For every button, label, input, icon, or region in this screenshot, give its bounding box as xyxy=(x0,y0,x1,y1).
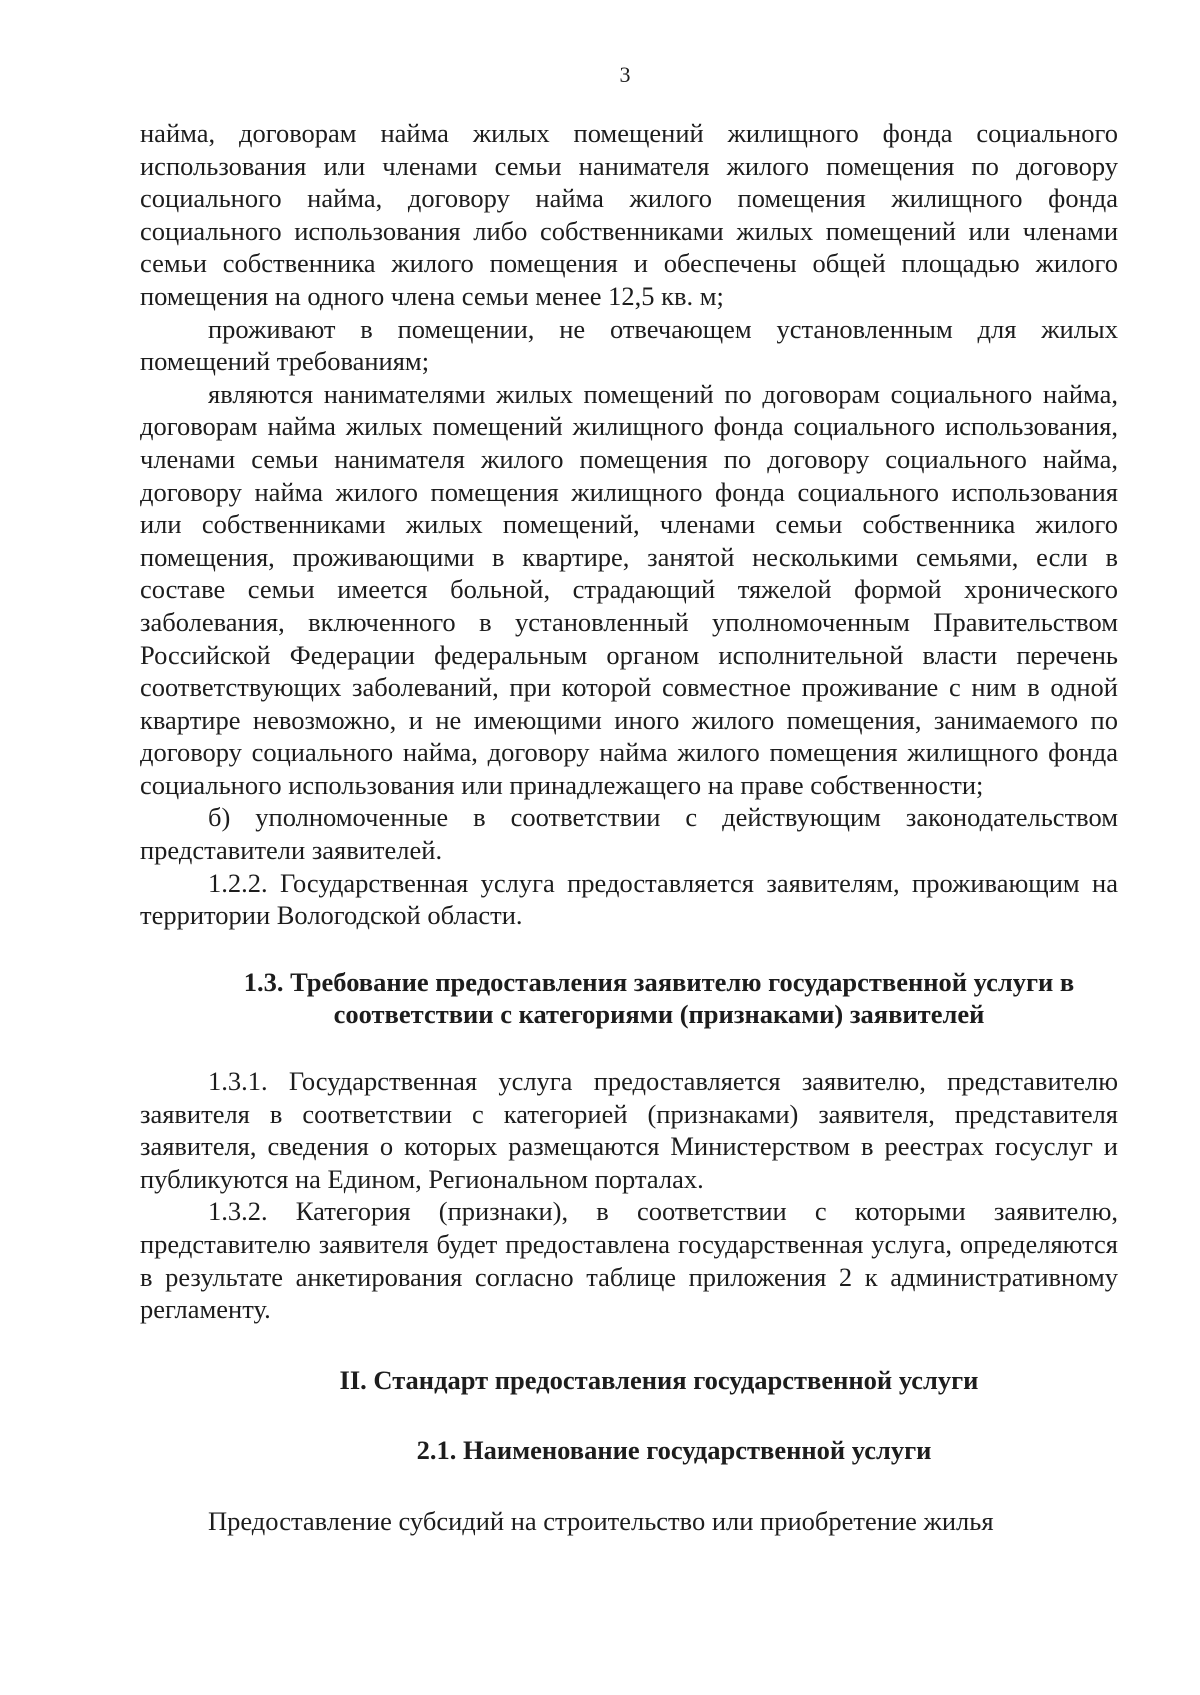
page-number: 3 xyxy=(619,62,631,87)
paragraph: б) уполномоченные в соответствии с действующим законодательством представители заявителей. xyxy=(140,802,1118,866)
spacer xyxy=(140,1467,1118,1505)
document-body xyxy=(140,117,1118,1538)
paragraph: являются нанимателями жилых помещений по договорам социального найма, договорам найма жилых помещений жилищного фонда социального использования, членами семьи нанимателя жилого помещения по договору социального найма, договору найма жилого помещения жилищного фонда социального использования или собственниками жилых помещений, членами семьи собственника жилого помещения, проживающими в квартире, занятой несколькими семьями, если в составе семьи имеется больной, страдающий тяжелой формой хронического заболевания, включенного в установленный уполномоченным Правительством Российской Федерации федеральным органом исполнительной власти перечень соответствующих заболеваний, при которой совместное проживание с ним в одной квартире невозможно, и не имеющими иного жилого помещения, занимаемого по договору социального найма, договору найма жилого помещения жилищного фонда социального использования или принадлежащего на праве собственности; xyxy=(140,378,1118,800)
paragraph: проживают в помещении, не отвечающем установленным для жилых помещений требованиям; xyxy=(140,313,1118,377)
spacer xyxy=(140,1396,1118,1434)
spacer xyxy=(140,932,1118,966)
paragraph: 1.2.2. Государственная услуга предоставляется заявителям, проживающим на территории Вологодской области. xyxy=(140,867,1118,931)
paragraph: 1.3.1. Государственная услуга предоставляется заявителю, представителю заявителя в соответствии с категорией (признаками) заявителя, представителя заявителя, сведения о которых размещаются Министерством в реестрах госуслуг и публикуются на Едином, Региональном порталах. xyxy=(140,1066,1118,1194)
paragraph: найма, договорам найма жилых помещений жилищного фонда социального использования или членами семьи нанимателя жилого помещения по договору социального найма, договору найма жилого помещения жилищного фонда социального использования либо собственниками жилых помещений или членами семьи собственника жилого помещения и обеспечены общей площадью жилого помещения на одного члена семьи менее 12,5 кв. м; xyxy=(140,118,1118,311)
section-heading-1-3: 1.3. Требование предоставления заявителю государственной услуги в соответствии с категориями (признаками) заявителей xyxy=(243,966,1075,1030)
paragraph: Предоставление субсидий на строительство или приобретение жилья xyxy=(208,1505,994,1536)
spacer xyxy=(140,1031,1118,1065)
section-heading-2-1: 2.1. Наименование государственной услуги xyxy=(416,1435,932,1466)
paragraph: 1.3.2. Категория (признаки), в соответствии с которыми заявителю, представителю заявителя будет предоставлена государственная услуга, определяются в результате анкетирования согласно таблице приложения 2 к административному регламенту. xyxy=(140,1196,1118,1325)
spacer xyxy=(140,1326,1118,1364)
section-heading-2: II. Стандарт предоставления государственной услуги xyxy=(339,1364,979,1395)
